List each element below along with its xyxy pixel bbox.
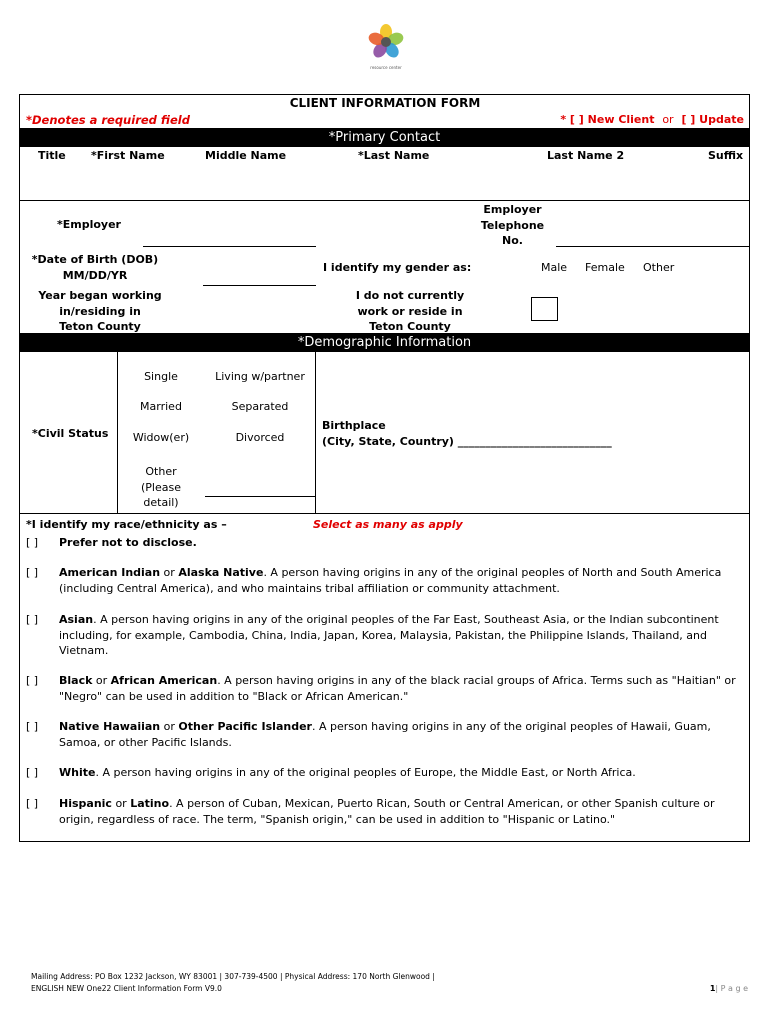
name-row-divider xyxy=(20,200,749,201)
race-checkbox[interactable]: [ ] xyxy=(26,674,39,687)
race-conjunction: or xyxy=(160,720,179,733)
employer-field[interactable] xyxy=(143,246,316,247)
race-checkbox[interactable]: [ ] xyxy=(26,766,39,779)
not-reside-label-line2: work or reside in xyxy=(357,304,463,318)
col-first-name: *First Name xyxy=(91,149,165,162)
race-item-text xyxy=(59,673,746,704)
employer-phone-field[interactable] xyxy=(556,246,750,247)
client-status xyxy=(560,113,744,126)
civil-other-option[interactable] xyxy=(120,464,202,511)
employer-phone-label-line3: No. xyxy=(502,234,523,247)
footer-version: ENGLISH NEW One22 Client Information Form V9.0 xyxy=(31,984,222,993)
civil-married-option[interactable]: Married xyxy=(140,400,182,413)
race-checkbox[interactable]: [ ] xyxy=(26,797,39,810)
race-term-2: Other Pacific Islander xyxy=(178,720,312,733)
race-description: . A person having origins in any of the black racial groups of Africa. Terms such as "Haitian" or "Negro" can be used in addition to "Black or African American." xyxy=(59,674,736,703)
logo-caption: resource center xyxy=(370,65,402,70)
not-reside-checkbox[interactable] xyxy=(531,297,558,321)
race-description: . A person of Cuban, Mexican, Puerto Rican, South or Central American, or other Spanish culture or origin, regardless of race. The term, "Spanish origin," can be used in addition to "Hispanic or Latino." xyxy=(59,797,715,826)
col-title: Title xyxy=(38,149,66,162)
bottom-border xyxy=(19,841,750,842)
race-term: Hispanic xyxy=(59,797,112,810)
civil-other-line1: Other xyxy=(145,465,177,478)
race-item-text xyxy=(59,719,746,750)
organization-logo xyxy=(362,20,410,70)
footer-address: Mailing Address: PO Box 1232 Jackson, WY 83001 | 307-739-4500 | Physical Address: 170 North Glenwood | xyxy=(31,972,435,981)
page-number-value: 1 xyxy=(709,984,716,993)
col-last-name-2: Last Name 2 xyxy=(547,149,625,162)
civil-status-label: *Civil Status xyxy=(32,427,109,440)
race-term: Asian xyxy=(59,613,94,626)
civil-widow-option[interactable]: Widow(er) xyxy=(132,431,190,444)
or-text: or xyxy=(662,113,674,126)
civil-other-detail-field[interactable] xyxy=(205,496,315,497)
update-label: Update xyxy=(699,113,744,126)
update-checkbox[interactable]: [ ] xyxy=(681,113,696,126)
gender-label: I identify my gender as: xyxy=(323,261,472,274)
civil-other-line3: detail) xyxy=(143,496,179,509)
race-checkbox[interactable]: [ ] xyxy=(26,566,39,579)
right-border xyxy=(749,94,750,842)
birthplace-label: Birthplace xyxy=(322,419,386,432)
race-prefer-checkbox[interactable]: [ ] xyxy=(26,536,39,549)
race-checkbox[interactable]: [ ] xyxy=(26,613,39,626)
new-client-checkbox[interactable]: * [ ] xyxy=(560,113,584,126)
year-label-line1: Year began working xyxy=(38,289,162,302)
race-label: *I identify my race/ethnicity as – xyxy=(26,518,227,531)
gender-other-option[interactable]: Other xyxy=(643,261,675,274)
civil-single-option[interactable]: Single xyxy=(144,370,178,383)
race-item-text xyxy=(59,612,746,659)
birthplace-field[interactable]: (City, State, Country) ____________________________ xyxy=(322,435,612,448)
top-border xyxy=(19,94,750,95)
logo-center xyxy=(381,37,391,47)
race-conjunction: or xyxy=(160,566,179,579)
race-item-text xyxy=(59,565,746,596)
not-reside-label xyxy=(335,288,485,335)
race-term: Native Hawaiian xyxy=(59,720,161,733)
not-reside-label-line3: Teton County xyxy=(369,320,451,333)
year-began-label xyxy=(30,288,170,335)
race-conjunction: or xyxy=(111,797,131,810)
col-last-name: *Last Name xyxy=(358,149,430,162)
race-term-2: Alaska Native xyxy=(178,566,264,579)
page-word: | P a g e xyxy=(715,984,748,993)
year-label-line3: Teton County xyxy=(59,320,141,333)
race-term-2: Latino xyxy=(130,797,170,810)
logo-flower-icon xyxy=(362,20,410,70)
race-item-text xyxy=(59,796,746,827)
left-border xyxy=(19,94,20,842)
dob-label-line2: MM/DD/YR xyxy=(62,268,128,282)
race-term: White xyxy=(59,766,96,779)
civil-status-divider xyxy=(117,352,118,514)
race-description: . A person having origins in any of the original peoples of Europe, the Middle East, or North Africa. xyxy=(95,766,636,779)
employer-phone-label xyxy=(465,202,560,249)
race-description: . A person having origins in any of the original peoples of the Far East, Southeast Asia, or the Indian subcontinent including, for example, Cambodia, China, India, Japan, Korea, Malaysia, Pakistan, the Philippine Islands, Thailand, and Vietnam. xyxy=(59,613,719,657)
civil-divorced-option[interactable]: Divorced xyxy=(235,431,285,444)
primary-contact-header: *Primary Contact xyxy=(20,128,749,147)
required-note: *Denotes a required field xyxy=(26,113,190,127)
col-suffix: Suffix xyxy=(708,149,744,162)
race-description: . A person having origins in any of the original peoples of Hawaii, Guam, Samoa, or other Pacific Islands. xyxy=(59,720,711,749)
dob-label xyxy=(30,252,160,283)
race-description: . A person having origins in any of the original peoples of North and South America (including Central America), and who maintains tribal affiliation or community attachment. xyxy=(59,566,722,595)
race-term: American Indian xyxy=(59,566,161,579)
employer-label: *Employer xyxy=(57,218,121,231)
new-client-label: New Client xyxy=(587,113,655,126)
race-term: Black xyxy=(59,674,93,687)
page-number xyxy=(710,984,748,993)
employer-phone-label-line2: Telephone xyxy=(480,218,545,232)
race-item-text xyxy=(59,765,746,781)
dob-label-line1: *Date of Birth (DOB) xyxy=(31,253,159,266)
civil-living-partner-option[interactable]: Living w/partner xyxy=(215,370,305,383)
civil-other-line2: (Please xyxy=(141,480,181,494)
race-term-2: African American xyxy=(110,674,218,687)
race-conjunction: or xyxy=(92,674,111,687)
gender-female-option[interactable]: Female xyxy=(585,261,625,274)
gender-male-option[interactable]: Male xyxy=(541,261,568,274)
not-reside-label-line1: I do not currently xyxy=(355,289,465,302)
race-note: Select as many as apply xyxy=(313,518,463,531)
civil-separated-option[interactable]: Separated xyxy=(231,400,289,413)
employer-phone-label-line1: Employer xyxy=(483,203,542,216)
birthplace-divider xyxy=(315,352,316,514)
col-middle-name: Middle Name xyxy=(205,149,287,162)
demographic-header: *Demographic Information xyxy=(20,333,749,352)
race-prefer-label: Prefer not to disclose. xyxy=(59,536,197,549)
race-checkbox[interactable]: [ ] xyxy=(26,720,39,733)
dob-field[interactable] xyxy=(203,285,316,286)
demographic-bottom-divider xyxy=(20,513,749,514)
year-label-line2: in/residing in xyxy=(59,304,141,318)
form-title: CLIENT INFORMATION FORM xyxy=(289,96,481,110)
